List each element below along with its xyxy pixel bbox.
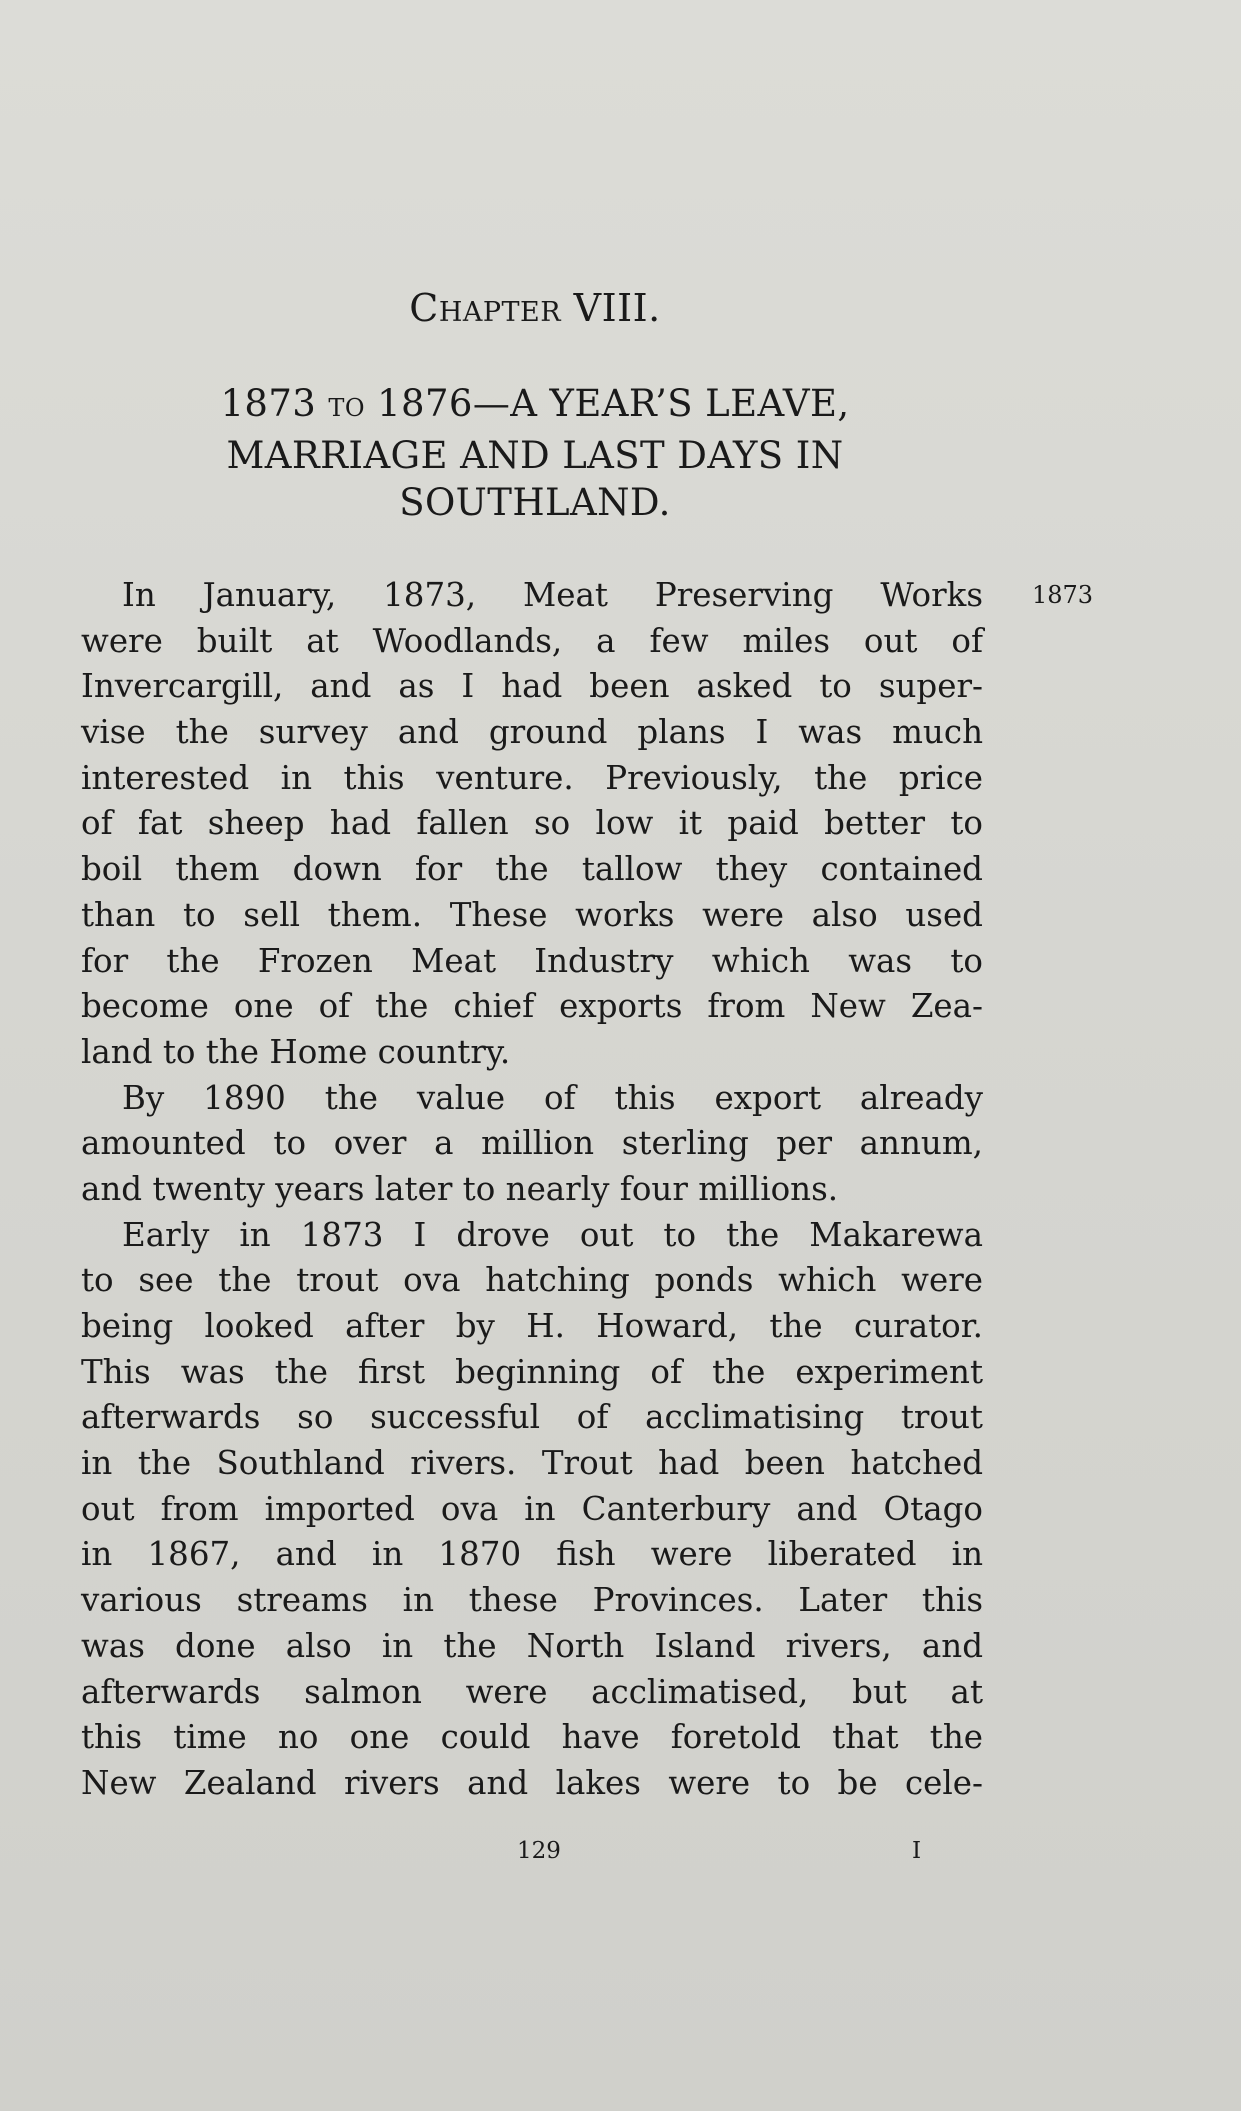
- body-line: of fat sheep had fallen so low it paid better to: [81, 804, 983, 843]
- body-line: this time no one could have foretold that the: [81, 1718, 983, 1757]
- chapter-title-line-1: [120, 380, 950, 432]
- body-line: afterwards so successful of acclimatising trout: [81, 1398, 983, 1437]
- body-line: become one of the chief exports from New Zea-: [81, 987, 983, 1026]
- body-line: to see the trout ova hatching ponds which were: [81, 1261, 983, 1300]
- body-line: This was the first beginning of the experiment: [81, 1352, 983, 1391]
- chapter-title: [120, 380, 950, 526]
- body-line: was done also in the North Island rivers, and: [81, 1626, 983, 1665]
- body-line: By 1890 the value of this export already: [122, 1078, 983, 1117]
- page-number: 129: [517, 1838, 561, 1864]
- body-line: than to sell them. These works were also used: [81, 895, 983, 934]
- signature-mark: I: [912, 1838, 922, 1864]
- body-line: various streams in these Provinces. Later this: [81, 1581, 983, 1620]
- margin-note-year: 1873: [1032, 581, 1094, 609]
- body-line: afterwards salmon were acclimatised, but at: [81, 1672, 983, 1711]
- body-line: In January, 1873, Meat Preserving Works: [122, 576, 983, 614]
- body-line: were built at Woodlands, a few miles out of: [81, 621, 983, 660]
- body-text: [81, 573, 983, 1807]
- title-start-year: 1873: [220, 382, 317, 425]
- title-end-text: 1876—A YEAR’S LEAVE,: [377, 382, 850, 425]
- body-line: being looked after by H. Howard, the curator.: [81, 1307, 983, 1345]
- body-line: for the Frozen Meat Industry which was to: [81, 941, 983, 980]
- body-line: in the Southland rivers. Trout had been hatched: [81, 1444, 983, 1483]
- body-line: amounted to over a million sterling per annum,: [81, 1124, 983, 1163]
- chapter-title-line-2: MARRIAGE AND LAST DAYS IN: [226, 434, 844, 477]
- title-to: TO: [328, 394, 365, 422]
- chapter-title-line-3: SOUTHLAND.: [399, 481, 671, 524]
- body-line: land to the Home country.: [81, 1032, 511, 1071]
- body-line: and twenty years later to nearly four millions.: [81, 1169, 839, 1208]
- body-line: out from imported ova in Canterbury and Otago: [81, 1489, 983, 1528]
- body-line: boil them down for the tallow they contained: [81, 850, 983, 889]
- body-line: Early in 1873 I drove out to the Makarewa: [122, 1215, 983, 1254]
- body-line: Invercargill, and as I had been asked to super-: [81, 667, 983, 706]
- chapter-heading: Chapter VIII.: [409, 286, 661, 330]
- body-line: vise the survey and ground plans I was much: [81, 713, 983, 752]
- body-line: New Zealand rivers and lakes were to be cele-: [81, 1763, 983, 1802]
- body-line: interested in this venture. Previously, the price: [81, 758, 983, 797]
- body-line: in 1867, and in 1870 fish were liberated in: [81, 1535, 983, 1574]
